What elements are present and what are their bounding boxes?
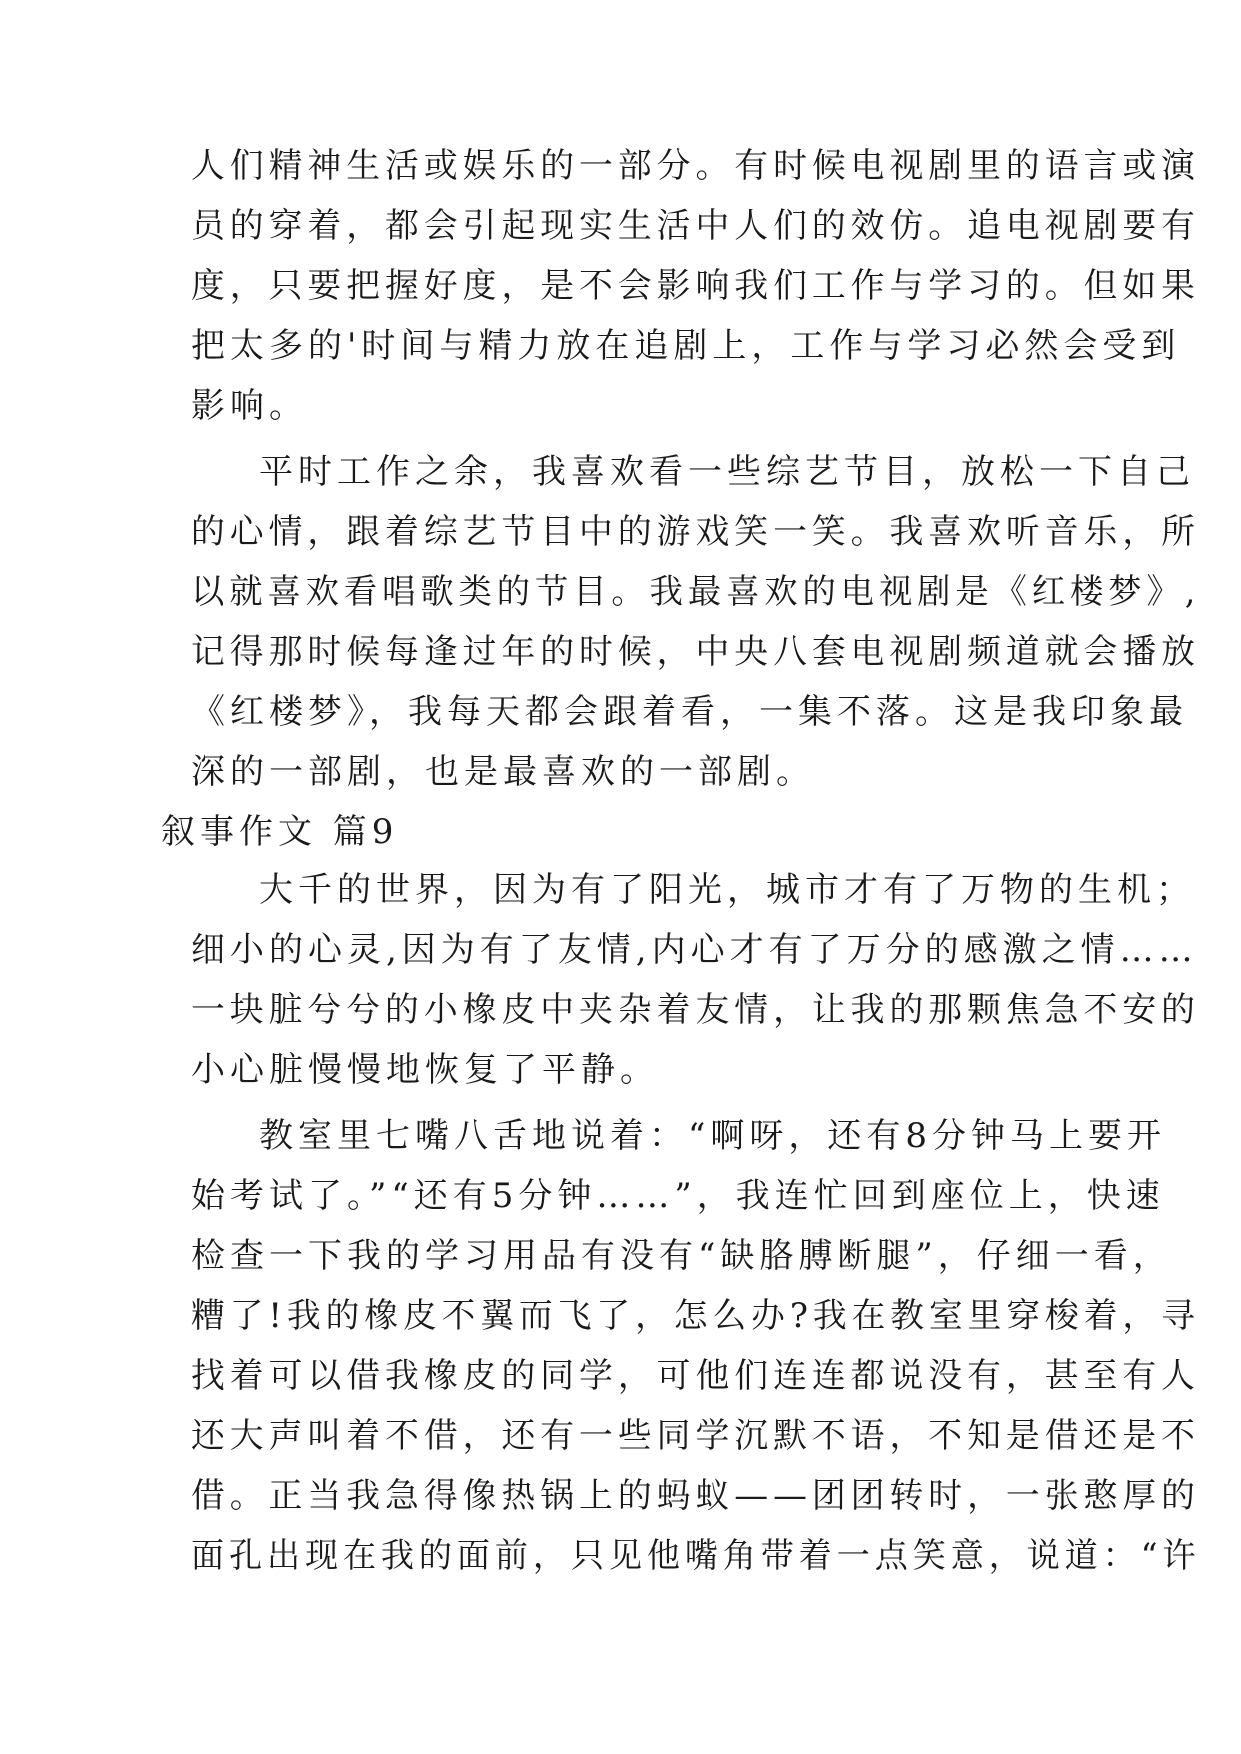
text-line: 细小的心灵,因为有了友情,内心才有了万分的感激之情…… [191, 930, 1198, 970]
text-line: 面孔出现在我的面前，只见他嘴角带着一点笑意，说道：“许 [191, 1536, 1201, 1576]
text-line: 教室里七嘴八舌地说着：“啊呀，还有8分钟马上要开 [259, 1116, 1167, 1156]
text-line: 糟了!我的橡皮不翼而飞了，怎么办?我在教室里穿梭着，寻 [191, 1296, 1200, 1336]
text-line: 检查一下我的学习用品有没有“缺胳膊断腿”，仔细一看， [191, 1236, 1172, 1276]
text-line: 深的一部剧，也是最喜欢的一部剧。 [191, 752, 815, 792]
text-line: 人们精神生活或娱乐的一部分。有时候电视剧里的语言或演 [191, 146, 1200, 186]
text-line: 度，只要把握好度，是不会影响我们工作与学习的。但如果 [191, 266, 1200, 306]
text-line: 小心脏慢慢地恢复了平静。 [191, 1050, 659, 1090]
text-line: 的心情，跟着综艺节目中的游戏笑一笑。我喜欢听音乐，所 [191, 512, 1200, 552]
text-line: 记得那时候每逢过年的时候，中央八套电视剧频道就会播放 [191, 632, 1200, 672]
text-line: 《红楼梦》，我每天都会跟着看，一集不落。这是我印象最 [191, 692, 1188, 732]
text-line: 还大声叫着不借，还有一些同学沉默不语，不知是借还是不 [191, 1416, 1200, 1456]
section-heading: 叙事作文 篇9 [161, 812, 399, 852]
text-line: 一块脏兮兮的小橡皮中夹杂着友情，让我的那颗焦急不安的 [191, 990, 1200, 1030]
text-line: 大千的世界，因为有了阳光，城市才有了万物的生机； [259, 870, 1195, 910]
text-line: 找着可以借我橡皮的同学，可他们连连都说没有，甚至有人 [191, 1356, 1200, 1396]
text-line: 平时工作之余，我喜欢看一些综艺节目，放松一下自己 [259, 452, 1195, 492]
text-line: 始考试了。”“还有5分钟……”，我连忙回到座位上，快速 [191, 1176, 1165, 1216]
text-line: 借。正当我急得像热锅上的蚂蚁——团团转时，一张憨厚的 [191, 1476, 1200, 1516]
text-line: 把太多的'时间与精力放在追剧上，工作与学习必然会受到 [191, 326, 1181, 366]
text-line: 影响。 [191, 386, 308, 426]
text-line: 以就喜欢看唱歌类的节目。我最喜欢的电视剧是《红楼梦》, [191, 572, 1201, 612]
text-line: 员的穿着，都会引起现实生活中人们的效仿。追电视剧要有 [191, 206, 1200, 246]
